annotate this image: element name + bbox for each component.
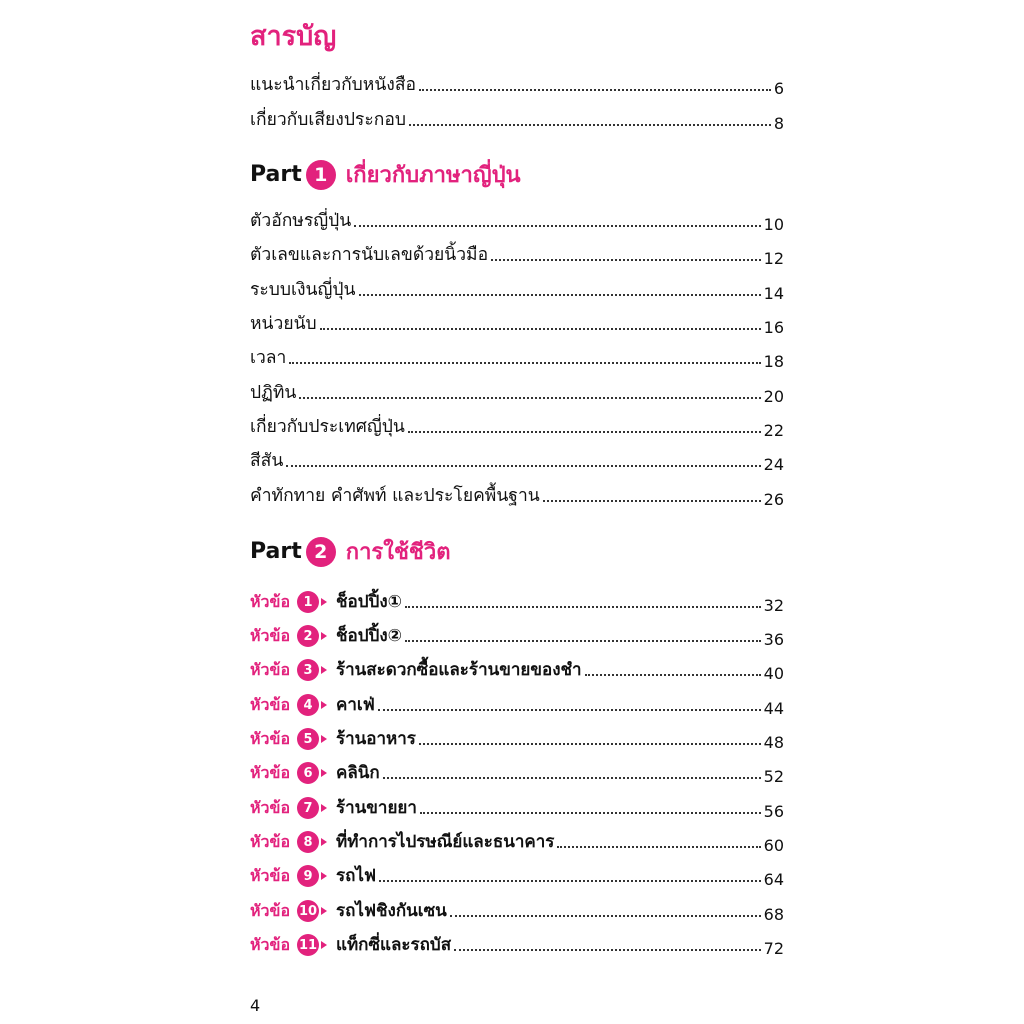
topic-word: หัวข้อ bbox=[250, 695, 291, 714]
arrow-right-icon bbox=[321, 666, 327, 674]
topic-label: รถไฟชิงกันเซน bbox=[336, 901, 447, 921]
toc-entry-label: ระบบเงินญี่ปุ่น bbox=[250, 280, 356, 300]
dot-leader bbox=[383, 777, 761, 779]
dot-leader bbox=[378, 709, 761, 711]
topic-number-badge: 9 bbox=[297, 865, 319, 887]
toc-entry-label: แนะนำเกี่ยวกับหนังสือ bbox=[250, 75, 417, 95]
toc-entry[interactable] bbox=[250, 444, 784, 474]
toc-entry[interactable] bbox=[250, 68, 784, 98]
toc-entry-page: 6 bbox=[773, 79, 784, 98]
arrow-right-icon bbox=[321, 804, 327, 812]
dot-leader bbox=[409, 124, 771, 126]
toc-entry[interactable] bbox=[250, 376, 784, 406]
toc-entry[interactable] bbox=[250, 103, 784, 133]
topic-page: 56 bbox=[763, 802, 784, 821]
topic-word: หัวข้อ bbox=[250, 798, 291, 817]
dot-leader bbox=[354, 225, 760, 227]
toc-entry-page: 26 bbox=[763, 490, 784, 509]
topic-word: หัวข้อ bbox=[250, 832, 291, 851]
dot-leader bbox=[419, 743, 761, 745]
page-number: 4 bbox=[250, 996, 261, 1015]
topic-number-badge: 6 bbox=[297, 762, 319, 784]
topic-label: แท็กซี่และรถบัส bbox=[336, 935, 452, 955]
toc-entry[interactable] bbox=[250, 479, 784, 509]
dot-leader bbox=[289, 362, 760, 364]
dot-leader bbox=[491, 259, 761, 261]
topic-number-badge: 5 bbox=[297, 728, 319, 750]
topic-number-badge: 11 bbox=[297, 934, 319, 956]
topic-page: 36 bbox=[763, 630, 784, 649]
toc-entry-page: 10 bbox=[763, 215, 784, 234]
arrow-right-icon bbox=[321, 701, 327, 709]
toc-page bbox=[250, 0, 784, 1024]
topic-entry[interactable] bbox=[250, 756, 784, 786]
part-word: Part bbox=[250, 539, 302, 564]
topic-word: หัวข้อ bbox=[250, 592, 291, 611]
topic-word: หัวข้อ bbox=[250, 901, 291, 920]
dot-leader bbox=[379, 880, 761, 882]
arrow-right-icon bbox=[321, 941, 327, 949]
topic-label: ที่ทำการไปรษณีย์และธนาคาร bbox=[336, 832, 555, 852]
topic-word: หัวข้อ bbox=[250, 626, 291, 645]
arrow-right-icon bbox=[321, 735, 327, 743]
topic-entry[interactable] bbox=[250, 894, 784, 924]
topic-entry[interactable] bbox=[250, 928, 784, 958]
topic-label: ร้านขายยา bbox=[336, 798, 417, 818]
part-number-badge: 2 bbox=[306, 537, 336, 567]
toc-entry-label: คำทักทาย คำศัพท์ และประโยคพื้นฐาน bbox=[250, 486, 540, 506]
arrow-right-icon bbox=[321, 907, 327, 915]
toc-entry-label: เกี่ยวกับประเทศญี่ปุ่น bbox=[250, 417, 405, 437]
topic-label: ช็อปปิ้ง② bbox=[336, 626, 403, 646]
topic-word: หัวข้อ bbox=[250, 935, 291, 954]
dot-leader bbox=[543, 500, 761, 502]
arrow-right-icon bbox=[321, 598, 327, 606]
topic-entry[interactable] bbox=[250, 825, 784, 855]
toc-entry-page: 16 bbox=[763, 318, 784, 337]
dot-leader bbox=[419, 89, 771, 91]
topic-page: 40 bbox=[763, 664, 784, 683]
dot-leader bbox=[557, 846, 760, 848]
toc-entry-label: ปฏิทิน bbox=[250, 383, 297, 403]
part-2-heading bbox=[250, 534, 451, 569]
toc-entry-label: ตัวอักษรญี่ปุ่น bbox=[250, 211, 352, 231]
topic-entry[interactable] bbox=[250, 585, 784, 615]
topic-entry[interactable] bbox=[250, 619, 784, 649]
toc-entry-page: 8 bbox=[773, 114, 784, 133]
part-1-heading bbox=[250, 157, 521, 192]
topic-word: หัวข้อ bbox=[250, 660, 291, 679]
topic-entry[interactable] bbox=[250, 653, 784, 683]
topic-entry[interactable] bbox=[250, 859, 784, 889]
dot-leader bbox=[408, 431, 761, 433]
arrow-right-icon bbox=[321, 769, 327, 777]
topic-page: 52 bbox=[763, 767, 784, 786]
topic-page: 64 bbox=[763, 870, 784, 889]
toc-entry-page: 20 bbox=[763, 387, 784, 406]
dot-leader bbox=[359, 294, 761, 296]
toc-entry-label: ตัวเลขและการนับเลขด้วยนิ้วมือ bbox=[250, 245, 489, 265]
topic-label: รถไฟ bbox=[336, 866, 377, 886]
topic-page: 72 bbox=[763, 939, 784, 958]
toc-entry[interactable] bbox=[250, 238, 784, 268]
topic-number-badge: 7 bbox=[297, 797, 319, 819]
topic-word: หัวข้อ bbox=[250, 866, 291, 885]
arrow-right-icon bbox=[321, 838, 327, 846]
topic-page: 44 bbox=[763, 699, 784, 718]
toc-entry[interactable] bbox=[250, 273, 784, 303]
topic-entry[interactable] bbox=[250, 688, 784, 718]
dot-leader bbox=[585, 674, 761, 676]
toc-entry[interactable] bbox=[250, 410, 784, 440]
toc-entry-label: เวลา bbox=[250, 348, 287, 368]
dot-leader bbox=[405, 606, 761, 608]
toc-entry-page: 24 bbox=[763, 455, 784, 474]
toc-entry-label: เกี่ยวกับเสียงประกอบ bbox=[250, 110, 406, 130]
toc-entry-label: หน่วยนับ bbox=[250, 314, 317, 334]
part-title: เกี่ยวกับภาษาญี่ปุ่น bbox=[345, 163, 521, 188]
topic-label: ร้านสะดวกซื้อและร้านขายของชำ bbox=[336, 660, 582, 680]
part-title: การใช้ชีวิต bbox=[345, 540, 451, 565]
dot-leader bbox=[450, 915, 761, 917]
topic-label: ร้านอาหาร bbox=[336, 729, 416, 749]
topic-number-badge: 4 bbox=[297, 694, 319, 716]
part-word: Part bbox=[250, 162, 302, 187]
dot-leader bbox=[299, 397, 760, 399]
dot-leader bbox=[286, 465, 760, 467]
topic-word: หัวข้อ bbox=[250, 763, 291, 782]
toc-entry-page: 18 bbox=[763, 352, 784, 371]
toc-entry-page: 14 bbox=[763, 284, 784, 303]
topic-page: 48 bbox=[763, 733, 784, 752]
topic-label: ช็อปปิ้ง① bbox=[336, 592, 403, 612]
dot-leader bbox=[320, 328, 761, 330]
topic-label: คาเฟ่ bbox=[336, 695, 375, 715]
topic-page: 32 bbox=[763, 596, 784, 615]
topic-entry[interactable] bbox=[250, 791, 784, 821]
part-number-badge: 1 bbox=[306, 160, 336, 190]
topic-page: 68 bbox=[763, 905, 784, 924]
toc-entry-page: 22 bbox=[763, 421, 784, 440]
topic-page: 60 bbox=[763, 836, 784, 855]
arrow-right-icon bbox=[321, 632, 327, 640]
arrow-right-icon bbox=[321, 872, 327, 880]
toc-title: สารบัญ bbox=[250, 21, 337, 52]
dot-leader bbox=[405, 640, 761, 642]
topic-label: คลินิก bbox=[336, 763, 380, 783]
toc-entry-label: สีสัน bbox=[250, 451, 284, 471]
topic-number-badge: 1 bbox=[297, 591, 319, 613]
topic-number-badge: 10 bbox=[297, 900, 319, 922]
topic-word: หัวข้อ bbox=[250, 729, 291, 748]
topic-entry[interactable] bbox=[250, 722, 784, 752]
toc-entry[interactable] bbox=[250, 204, 784, 234]
topic-number-badge: 2 bbox=[297, 625, 319, 647]
dot-leader bbox=[420, 812, 761, 814]
toc-entry[interactable] bbox=[250, 307, 784, 337]
dot-leader bbox=[454, 949, 761, 951]
toc-entry-page: 12 bbox=[763, 249, 784, 268]
topic-number-badge: 8 bbox=[297, 831, 319, 853]
topic-number-badge: 3 bbox=[297, 659, 319, 681]
toc-entry[interactable] bbox=[250, 341, 784, 371]
